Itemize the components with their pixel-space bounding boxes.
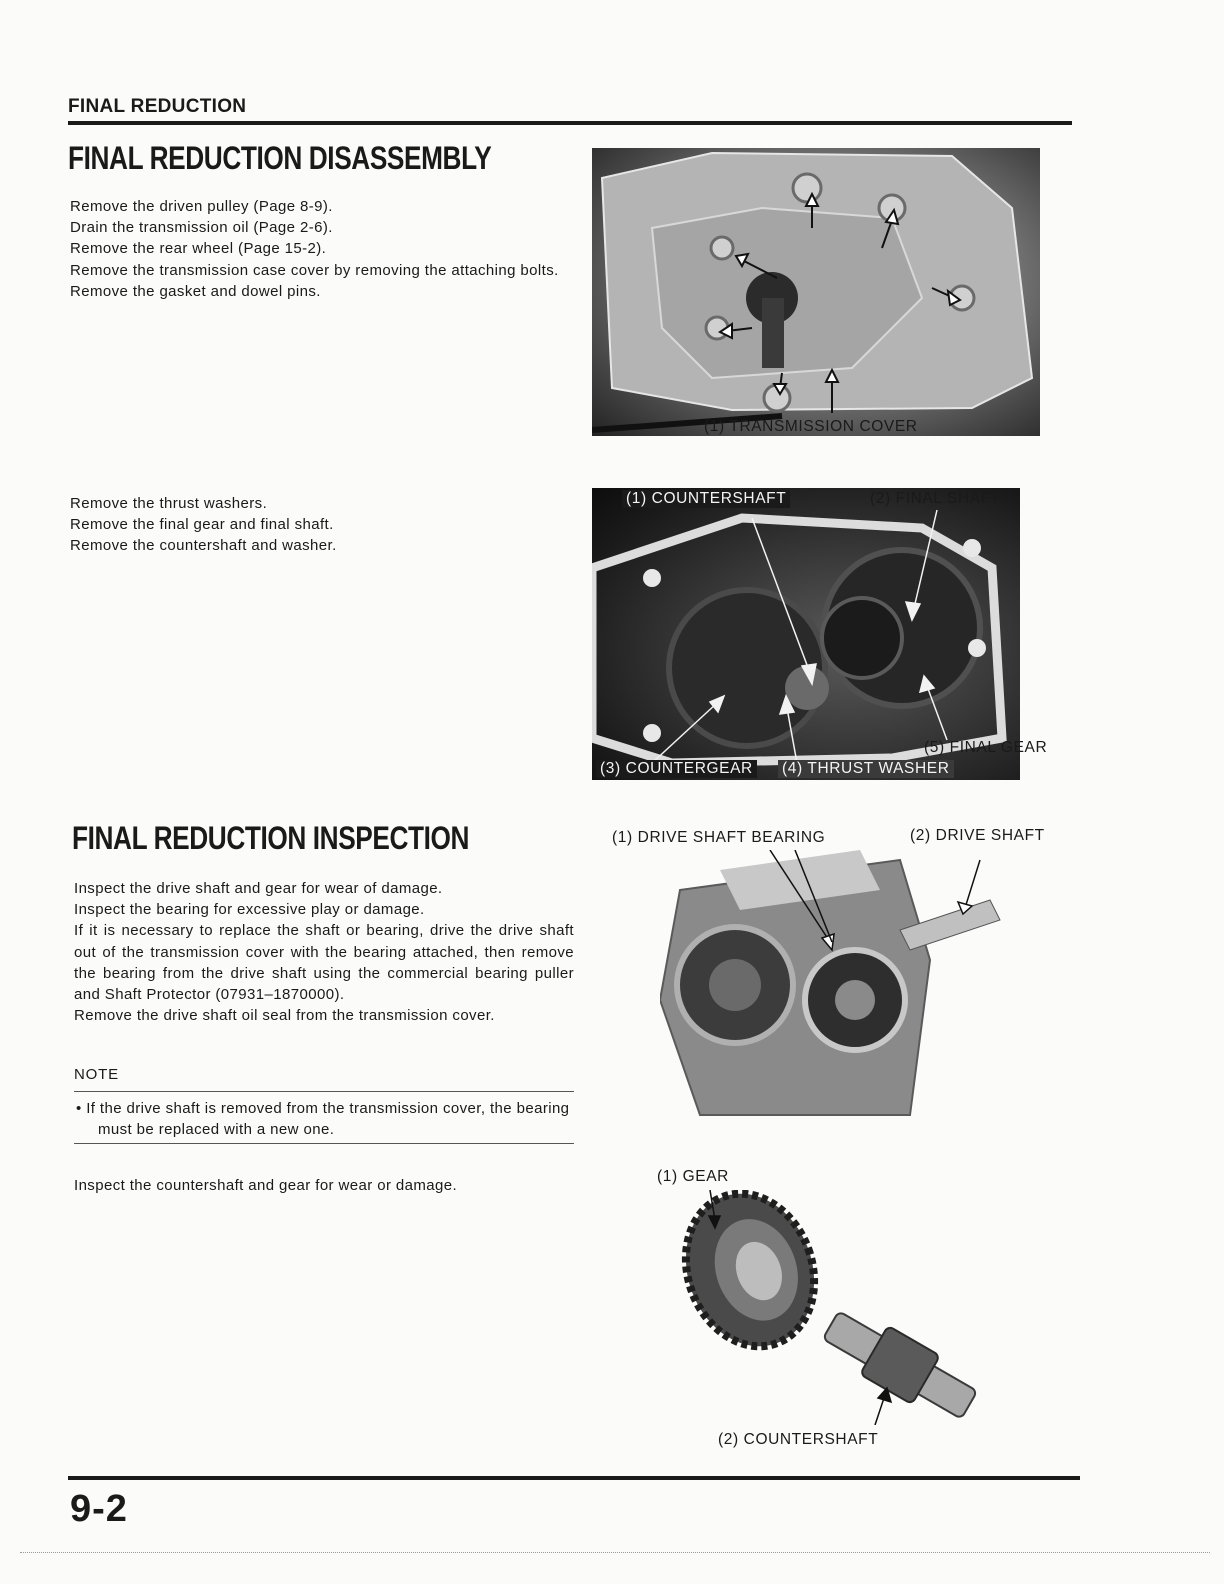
step-text: Remove the countershaft and washer. xyxy=(70,537,337,555)
fig4-label-countershaft: (2) COUNTERSHAFT xyxy=(718,1431,879,1448)
fig2-label-final-gear: (5) FINAL GEAR xyxy=(924,739,1048,756)
note-rule-top xyxy=(74,1091,574,1092)
step-text: Remove the thrust washers. xyxy=(70,495,268,512)
footer-rule xyxy=(68,1476,1080,1480)
step-text: Remove the driven pulley (Page 8-9). xyxy=(70,198,333,215)
step-text: Drain the transmission oil (Page 2-6). xyxy=(70,219,333,237)
running-head: FINAL REDUCTION xyxy=(68,96,247,117)
transmission-cover-photo xyxy=(592,148,1040,436)
step-text: Remove the final gear and final shaft. xyxy=(70,516,334,534)
inspection-line: Inspect the drive shaft and gear for wear of damage. xyxy=(74,880,443,897)
fig2-label-final-shaft: (2) FINAL SHAFT xyxy=(870,490,1001,507)
gear-countershaft-illustration xyxy=(660,1190,1000,1425)
final-reduction-gears-photo xyxy=(592,488,1020,780)
disassembly-steps-b xyxy=(70,493,574,557)
inspection-line: Inspect the bearing for excessive play or damage. xyxy=(74,901,425,919)
fig3-label-drive-shaft-bearing: (1) DRIVE SHAFT BEARING xyxy=(612,829,826,846)
page-number: 9-2 xyxy=(70,1488,128,1530)
fig1-label-transmission-cover: (1) TRANSMISSION COVER xyxy=(704,418,918,435)
gear-countershaft-photo xyxy=(660,1190,1000,1425)
disassembly-steps-a xyxy=(70,196,574,302)
inspection-paragraph: If it is necessary to replace the shaft or bearing, drive the drive shaft out of the transmission cover with the bearing attached, then remove the bearing from the drive shaft using the commercial bearing puller and Shaft Protector (07931–1870000). xyxy=(74,922,574,1004)
fig4-label-gear: (1) GEAR xyxy=(657,1168,729,1185)
gears-illustration xyxy=(592,488,1020,780)
inspection-text xyxy=(74,878,574,1026)
header-rule xyxy=(68,121,1072,125)
inspection-title: FINAL REDUCTION INSPECTION xyxy=(72,820,470,856)
step-text: Remove the rear wheel (Page 15-2). xyxy=(70,240,327,258)
fig2-label-thrust-washer: (4) THRUST WASHER xyxy=(778,760,954,778)
scan-artifact-line xyxy=(20,1552,1210,1554)
note-text: • If the drive shaft is removed from the transmission cover, the bearing must be replaced with a new one. xyxy=(76,1100,570,1138)
fig2-label-countergear: (3) COUNTERGEAR xyxy=(596,760,757,778)
note-label: NOTE xyxy=(74,1066,119,1083)
fig2-label-countershaft: (1) COUNTERSHAFT xyxy=(622,490,790,508)
drive-shaft-illustration xyxy=(660,850,1020,1125)
inspection-line: Remove the drive shaft oil seal from the transmission cover. xyxy=(74,1007,495,1025)
step-text: Remove the gasket and dowel pins. xyxy=(70,282,321,300)
drive-shaft-photo xyxy=(660,850,1020,1125)
fig3-label-drive-shaft: (2) DRIVE SHAFT xyxy=(910,827,1045,844)
step-text: Remove the transmission case cover by removing the attaching bolts. xyxy=(70,261,559,279)
note-rule-bottom xyxy=(74,1143,574,1144)
transmission-cover-illustration xyxy=(592,148,1040,436)
inspection-countershaft-text: Inspect the countershaft and gear for wear or damage. xyxy=(74,1177,458,1194)
disassembly-title: FINAL REDUCTION DISASSEMBLY xyxy=(68,140,492,176)
